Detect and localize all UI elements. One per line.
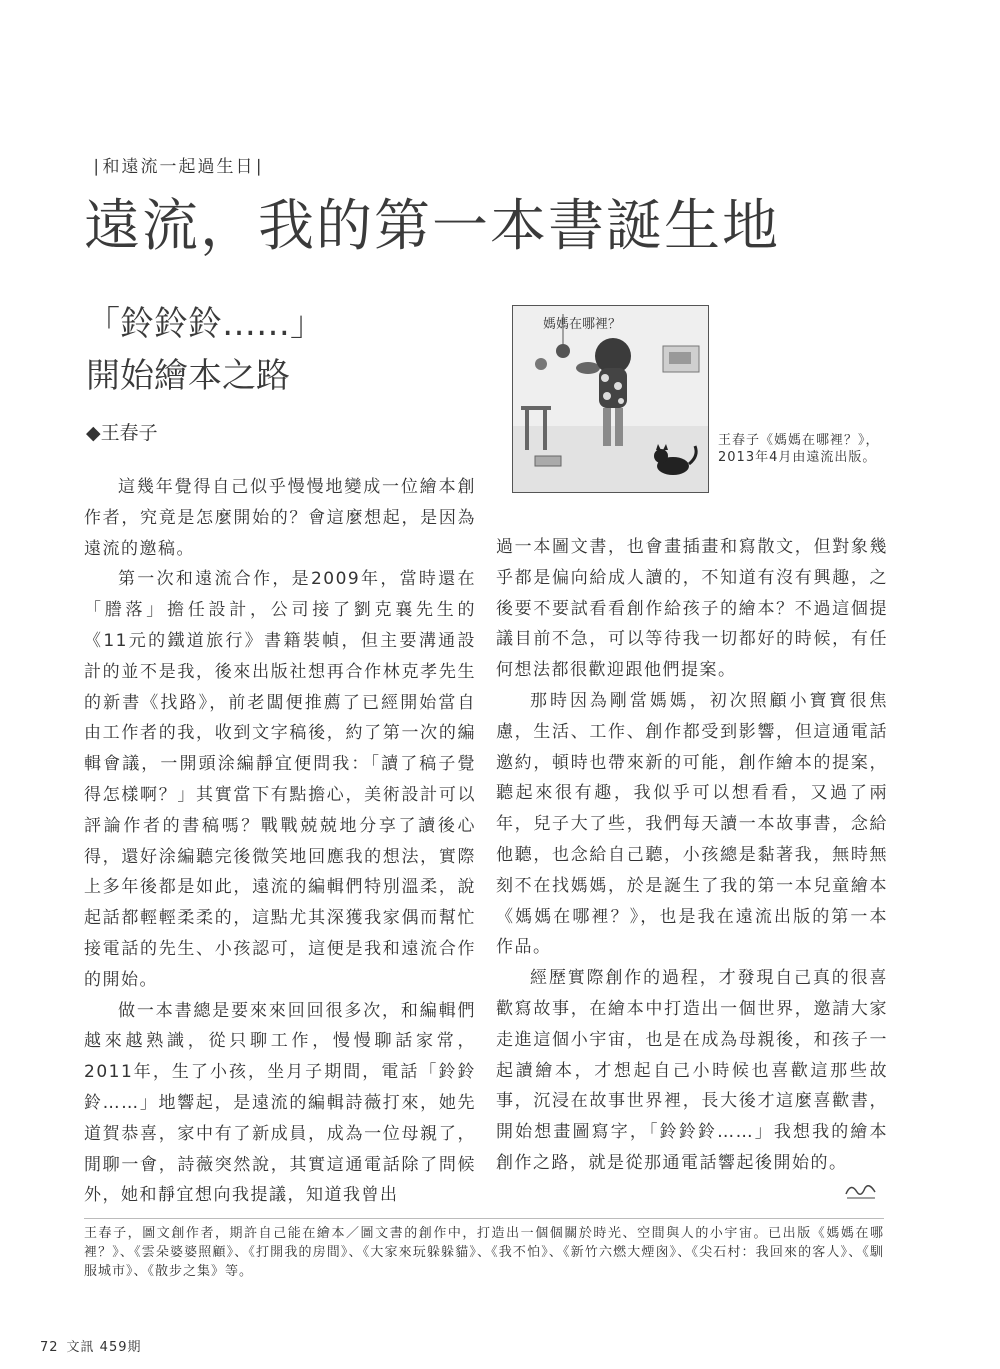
subtitle-line-1: 「鈴鈴鈴……」 [86,304,324,344]
paragraph: 做一本書總是要來來回回很多次，和編輯們越來越熟識，從只聊工作，慢慢聊話家常，2011年，生了小孩，坐月子期間，電話「鈴鈴鈴……」地響起，是遠流的編輯詩薇打來，她先道賀恭喜，家中有了新成員，成為一位母親了，閒聊一會，詩薇突然說，其實這通電話除了問候外，她和靜宜想向我提議，知道我曾出 [84,1000,476,1206]
paragraph: 過一本圖文書，也會畫插畫和寫散文，但對象幾乎都是偏向給成人讀的，不知道有沒有興趣，之後要不要試看看創作給孩子的繪本？不過這個提議目前不急，可以等待我一切都好的時候，有任何想法都很歡迎跟他們提案。 [496,537,888,681]
figure-caption: 王春子《媽媽在哪裡？》，2013年4月由遠流出版。 [718,433,880,465]
book-cover-illustration [512,305,709,493]
author-bio: 王春子，圖文創作者，期許自己能在繪本／圖文書的創作中，打造出一個個關於時光、空間與人的小宇宙。已出版《媽媽在哪裡？》、《雲朵婆婆照顧》、《打開我的房間》、《大家來玩躲躲貓》、《我不怕》、《新竹六燃大煙囪》、《尖石村：我回來的客人》、《馴服城市》、《散步之集》等。 [84,1226,884,1279]
paragraph: 那時因為剛當媽媽，初次照顧小寶寶很焦慮，生活、工作、創作都受到影響，但這通電話邀約，頓時也帶來新的可能，創作繪本的提案，聽起來很有趣，我似乎可以想看看，又過了兩年，兒子大了些，我們每天讀一本故事書，念給他聽，也念給自己聽，小孩總是黏著我，無時無刻不在找媽媽，於是誕生了我的第一本兒童繪本《媽媽在哪裡？》，也是我在遠流出版的第一本作品。 [496,690,888,958]
article-column-right [496,532,888,1179]
article-title: 遠流，我的第一本書誕生地 [84,194,780,259]
article-subtitle [86,298,324,402]
subtitle-line-2: 開始繪本之路 [86,356,290,396]
illustration-drawing [513,306,708,492]
article-column-left [84,472,476,1211]
end-mark-icon [843,1178,879,1202]
page-number: 72 [40,1340,59,1355]
series-label: ∣和遠流一起過生日∣ [92,157,265,177]
paragraph: 經歷實際創作的過程，才發現自己真的很喜歡寫故事，在繪本中打造出一個世界，邀請大家走進這個小宇宙，也是在成為母親後，和孩子一起讀繪本，才想起自己小時候也喜歡這那些故事，沉浸在故事世界裡，長大後才這麼喜歡書，開始想畫圖寫字，「鈴鈴鈴……」我想我的繪本創作之路，就是從那通電話響起後開始的。 [496,968,888,1173]
paragraph: 第一次和遠流合作，是2009年，當時還在「謄落」擔任設計，公司接了劉克襄先生的《11元的鐵道旅行》書籍裝幀，但主要溝通設計的並不是我，後來出版社想再合作林克孝先生的新書《找路》，前老闆便推薦了已經開始當自由工作者的我，收到文字稿後，約了第一次的編輯會議，一開頭涂編靜宜便問我：「讀了稿子覺得怎樣啊？」其實當下有點擔心，美術設計可以評論作者的書稿嗎？戰戰兢兢地分享了讀後心得，還好涂編聽完後微笑地回應我的想法，實際上多年後都是如此，遠流的編輯們特別溫柔，說起話都輕輕柔柔的，這點尤其深獲我家偶而幫忙接電話的先生、小孩認可，這便是我和遠流合作的開始。 [84,569,476,990]
bio-divider [84,1218,884,1219]
publication-name: 文訊 459期 [66,1340,142,1355]
author-byline: ◆王春子 [86,422,158,444]
cover-title-text: 媽媽在哪裡？ [543,317,622,332]
page-footer [40,1336,150,1355]
paragraph: 這幾年覺得自己似乎慢慢地變成一位繪本創作者，究竟是怎麼開始的？會這麼想起，是因為遠流的邀稿。 [84,477,476,559]
